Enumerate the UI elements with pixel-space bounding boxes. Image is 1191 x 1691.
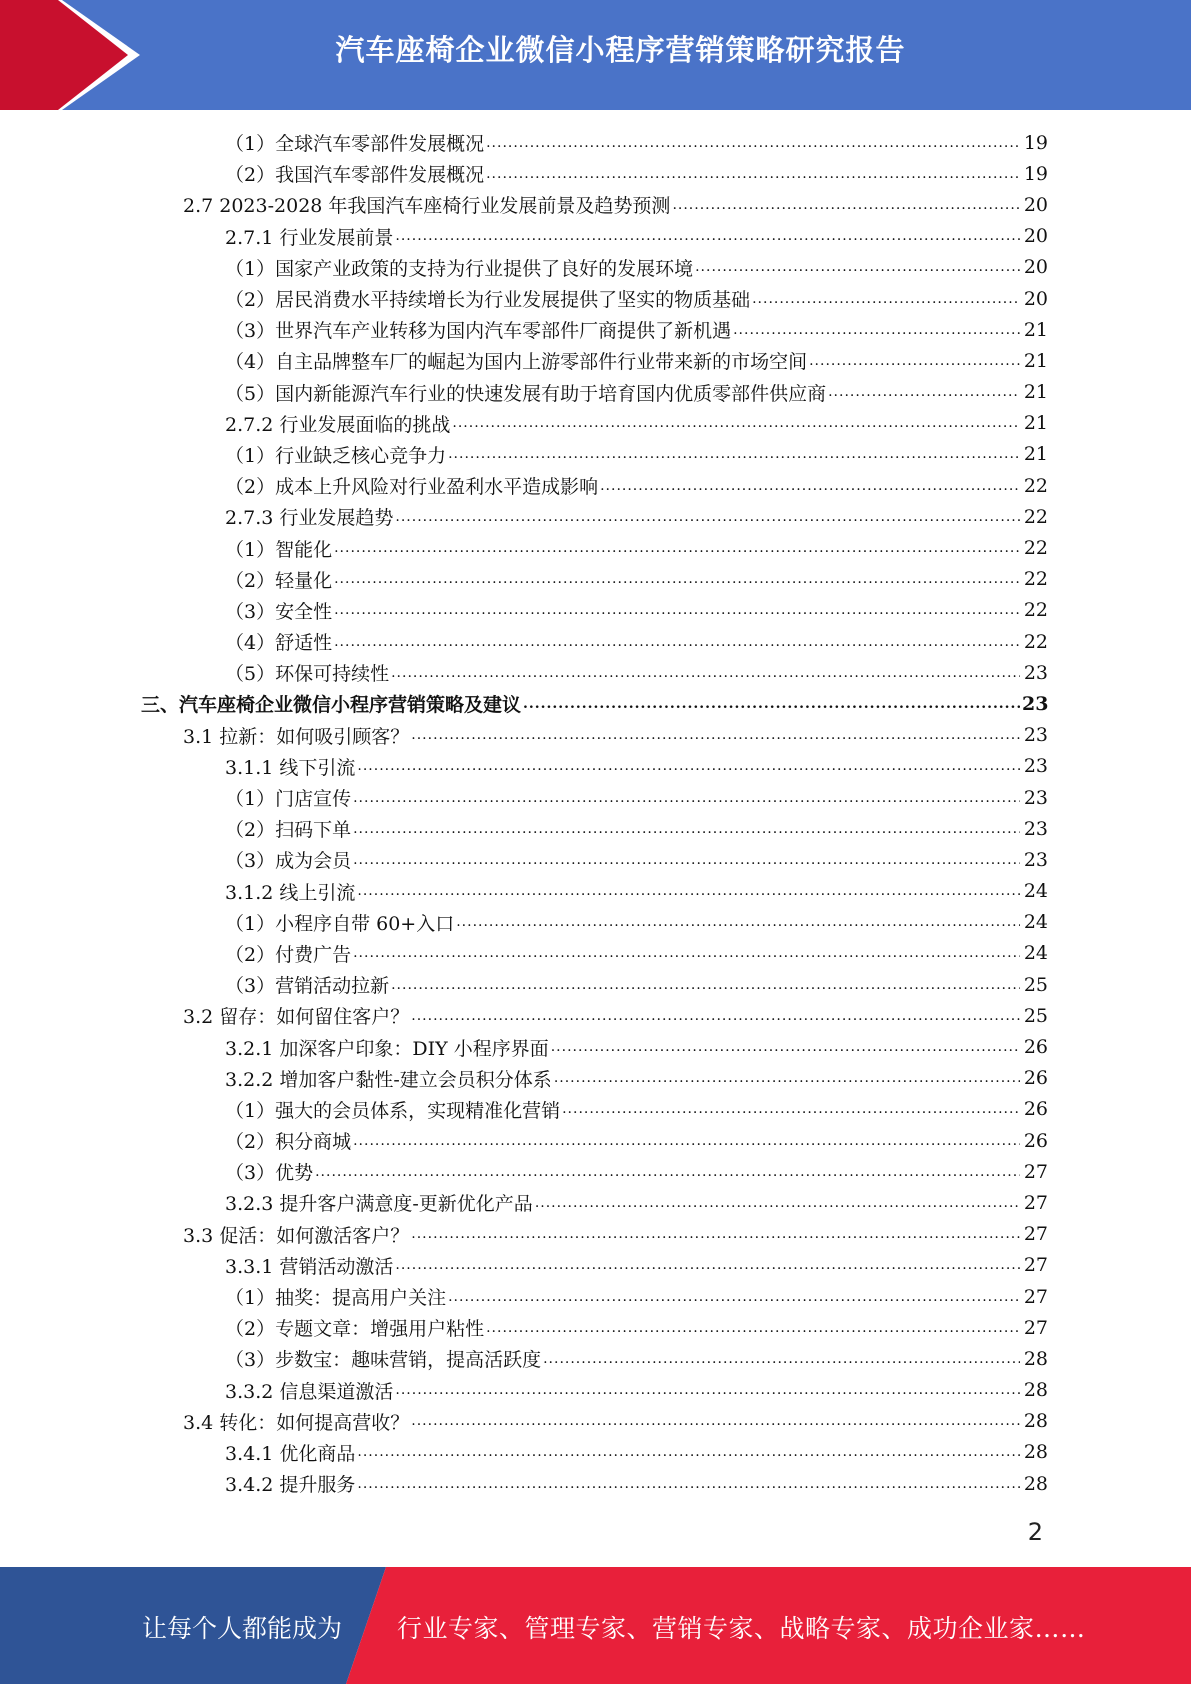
toc-entry-page: 24 bbox=[1023, 942, 1048, 965]
toc-entry-title: （3）安全性 bbox=[225, 600, 333, 623]
toc-entry[interactable] bbox=[0, 1031, 1191, 1062]
toc-entry[interactable] bbox=[0, 1312, 1191, 1343]
toc-entry-page: 22 bbox=[1023, 630, 1048, 653]
toc-entry-page: 22 bbox=[1023, 568, 1048, 591]
toc-entry-page: 28 bbox=[1023, 1472, 1048, 1495]
toc-entry[interactable] bbox=[0, 1437, 1191, 1468]
toc-entry[interactable] bbox=[0, 595, 1191, 626]
toc-entry-title: 3.1 拉新：如何吸引顾客？ bbox=[183, 725, 410, 748]
toc-entry-page: 27 bbox=[1023, 1191, 1048, 1214]
toc-entry-title: （5）环保可持续性 bbox=[225, 663, 390, 686]
toc-dot-leader bbox=[733, 319, 1020, 341]
toc-entry-title: 2.7.3 行业发展趋势 bbox=[225, 507, 394, 530]
toc-dot-leader bbox=[353, 942, 1020, 964]
toc-entry[interactable] bbox=[0, 1375, 1191, 1406]
toc-entry-page: 19 bbox=[1023, 131, 1048, 154]
toc-entry[interactable] bbox=[0, 470, 1191, 501]
toc-dot-leader bbox=[391, 974, 1020, 996]
toc-dot-leader bbox=[828, 381, 1020, 403]
toc-entry-page: 27 bbox=[1023, 1285, 1048, 1308]
toc-entry-page: 26 bbox=[1023, 1129, 1048, 1152]
toc-entry[interactable] bbox=[0, 1094, 1191, 1125]
table-of-contents bbox=[0, 127, 1191, 1499]
toc-dot-leader bbox=[357, 1473, 1020, 1495]
toc-entry[interactable] bbox=[0, 1219, 1191, 1250]
toc-entry-title: 3.2 留存：如何留住客户？ bbox=[183, 1006, 410, 1029]
toc-entry-page: 25 bbox=[1023, 1004, 1048, 1027]
toc-dot-leader bbox=[353, 849, 1020, 871]
page-footer bbox=[0, 1567, 1191, 1684]
toc-dot-leader bbox=[353, 818, 1020, 840]
toc-entry-page: 21 bbox=[1023, 443, 1048, 466]
toc-dot-leader bbox=[543, 1348, 1020, 1370]
toc-entry-title: （5）国内新能源汽车行业的快速发展有助于培育国内优质零部件供应商 bbox=[225, 382, 827, 405]
toc-entry-page: 27 bbox=[1023, 1254, 1048, 1277]
toc-entry-title: 2.7 2023-2028 年我国汽车座椅行业发展前景及趋势预测 bbox=[183, 195, 671, 218]
toc-entry-title: 3.1.1 线下引流 bbox=[225, 756, 356, 779]
toc-entry-page: 23 bbox=[1023, 661, 1048, 684]
toc-dot-leader bbox=[809, 350, 1020, 372]
toc-entry[interactable] bbox=[0, 782, 1191, 813]
toc-entry-title: 3.4 转化：如何提高营收？ bbox=[183, 1411, 410, 1434]
toc-dot-leader bbox=[535, 1192, 1020, 1214]
toc-entry[interactable] bbox=[0, 189, 1191, 220]
toc-dot-leader bbox=[486, 1317, 1020, 1339]
toc-entry[interactable] bbox=[0, 844, 1191, 875]
toc-entry[interactable] bbox=[0, 1468, 1191, 1499]
toc-entry-title: （2）付费广告 bbox=[225, 943, 352, 966]
toc-entry-title: （2）积分商城 bbox=[225, 1131, 352, 1154]
toc-entry[interactable] bbox=[0, 158, 1191, 189]
toc-entry[interactable] bbox=[0, 720, 1191, 751]
toc-entry-title: （2）扫码下单 bbox=[225, 819, 352, 842]
toc-entry-title: （1）国家产业政策的支持为行业提供了良好的发展环境 bbox=[225, 257, 694, 280]
toc-entry-title: 3.2.1 加深客户印象：DIY 小程序界面 bbox=[225, 1037, 549, 1060]
toc-dot-leader bbox=[411, 1410, 1020, 1432]
toc-dot-leader bbox=[562, 1098, 1020, 1120]
toc-entry-title: 三、汽车座椅企业微信小程序营销策略及建议 bbox=[141, 694, 522, 717]
toc-entry-title: （3）优势 bbox=[225, 1162, 314, 1185]
toc-entry-page: 28 bbox=[1023, 1410, 1048, 1433]
toc-entry-title: （2）居民消费水平持续增长为行业发展提供了坚实的物质基础 bbox=[225, 289, 751, 312]
toc-entry-page: 27 bbox=[1023, 1223, 1048, 1246]
toc-entry-page: 21 bbox=[1023, 412, 1048, 435]
toc-entry-title: 3.4.1 优化商品 bbox=[225, 1442, 356, 1465]
toc-entry[interactable] bbox=[0, 969, 1191, 1000]
toc-dot-leader bbox=[411, 724, 1020, 746]
toc-dot-leader bbox=[395, 1254, 1020, 1276]
toc-entry[interactable] bbox=[0, 221, 1191, 252]
toc-entry-page: 23 bbox=[1023, 724, 1048, 747]
toc-entry[interactable] bbox=[0, 283, 1191, 314]
chevron-arrow-icon bbox=[0, 0, 160, 110]
toc-dot-leader bbox=[357, 1441, 1020, 1463]
toc-entry-title: 3.3.1 营销活动激活 bbox=[225, 1255, 394, 1278]
toc-entry-page: 20 bbox=[1023, 287, 1048, 310]
toc-entry-title: 2.7.1 行业发展前景 bbox=[225, 226, 394, 249]
toc-entry-title: （3）步数宝：趣味营销，提高活跃度 bbox=[225, 1349, 542, 1372]
footer-slogan: 让每个人都能成为 bbox=[142, 1614, 343, 1643]
toc-entry-title: （3）成为会员 bbox=[225, 850, 352, 873]
toc-entry-page: 22 bbox=[1023, 599, 1048, 622]
toc-entry-title: 3.2.2 增加客户黏性-建立会员积分体系 bbox=[225, 1068, 552, 1091]
page-number: 2 bbox=[1027, 1518, 1043, 1546]
toc-dot-leader bbox=[411, 1223, 1020, 1245]
toc-entry[interactable] bbox=[0, 408, 1191, 439]
toc-entry[interactable] bbox=[0, 345, 1191, 376]
toc-entry-page: 22 bbox=[1023, 474, 1048, 497]
toc-dot-leader bbox=[357, 880, 1020, 902]
toc-entry[interactable] bbox=[0, 127, 1191, 158]
toc-dot-leader bbox=[554, 1067, 1020, 1089]
toc-entry[interactable] bbox=[0, 1156, 1191, 1187]
toc-dot-leader bbox=[456, 911, 1020, 933]
toc-entry[interactable] bbox=[0, 252, 1191, 283]
toc-entry-page: 23 bbox=[1022, 692, 1049, 715]
toc-dot-leader bbox=[395, 225, 1020, 247]
toc-entry[interactable] bbox=[0, 439, 1191, 470]
toc-entry[interactable] bbox=[0, 1000, 1191, 1031]
toc-entry-page: 19 bbox=[1023, 162, 1048, 185]
toc-entry-title: 3.2.3 提升客户满意度-更新优化产品 bbox=[225, 1193, 533, 1216]
toc-entry-page: 26 bbox=[1023, 1067, 1048, 1090]
toc-dot-leader bbox=[672, 194, 1020, 216]
toc-entry-page: 26 bbox=[1023, 1036, 1048, 1059]
toc-entry-title: 2.7.2 行业发展面临的挑战 bbox=[225, 413, 451, 436]
toc-dot-leader bbox=[551, 1036, 1020, 1058]
toc-entry-page: 23 bbox=[1023, 755, 1048, 778]
toc-entry-title: （2）成本上升风险对行业盈利水平造成影响 bbox=[225, 476, 599, 499]
toc-dot-leader bbox=[334, 568, 1020, 590]
toc-entry[interactable] bbox=[0, 1250, 1191, 1281]
toc-entry-page: 20 bbox=[1023, 256, 1048, 279]
toc-entry[interactable] bbox=[0, 377, 1191, 408]
toc-entry-title: （1）门店宣传 bbox=[225, 788, 352, 811]
toc-dot-leader bbox=[752, 288, 1020, 310]
toc-dot-leader bbox=[395, 1379, 1020, 1401]
toc-entry-page: 22 bbox=[1023, 505, 1048, 528]
toc-entry[interactable] bbox=[0, 813, 1191, 844]
toc-dot-leader bbox=[334, 537, 1020, 559]
toc-entry-title: （4）自主品牌整车厂的崛起为国内上游零部件行业带来新的市场空间 bbox=[225, 351, 808, 374]
toc-entry-page: 28 bbox=[1023, 1441, 1048, 1464]
toc-dot-leader bbox=[395, 506, 1020, 528]
toc-dot-leader bbox=[357, 755, 1020, 777]
toc-entry[interactable] bbox=[0, 1125, 1191, 1156]
toc-entry-page: 28 bbox=[1023, 1379, 1048, 1402]
toc-dot-leader bbox=[334, 599, 1020, 621]
toc-entry-title: 3.3.2 信息渠道激活 bbox=[225, 1380, 394, 1403]
toc-entry[interactable] bbox=[0, 501, 1191, 532]
page-header bbox=[0, 0, 1191, 110]
toc-dot-leader bbox=[523, 693, 1020, 715]
toc-entry-title: （2）我国汽车零部件发展概况 bbox=[225, 164, 485, 187]
toc-entry[interactable] bbox=[0, 1343, 1191, 1374]
report-title: 汽车座椅企业微信小程序营销策略研究报告 bbox=[335, 33, 906, 67]
toc-entry-title: 3.4.2 提升服务 bbox=[225, 1474, 356, 1497]
toc-entry-title: （3）世界汽车产业转移为国内汽车零部件厂商提供了新机遇 bbox=[225, 320, 732, 343]
toc-entry-title: （1）行业缺乏核心竞争力 bbox=[225, 444, 447, 467]
toc-entry-page: 22 bbox=[1023, 537, 1048, 560]
toc-dot-leader bbox=[315, 1161, 1020, 1183]
toc-entry-page: 24 bbox=[1023, 880, 1048, 903]
toc-dot-leader bbox=[452, 412, 1020, 434]
toc-dot-leader bbox=[695, 256, 1020, 278]
toc-entry-title: （2）专题文章：增强用户粘性 bbox=[225, 1318, 485, 1341]
toc-entry-page: 21 bbox=[1023, 318, 1048, 341]
toc-entry-page: 24 bbox=[1023, 911, 1048, 934]
toc-dot-leader bbox=[391, 662, 1020, 684]
toc-entry[interactable] bbox=[0, 657, 1191, 688]
toc-entry[interactable] bbox=[0, 876, 1191, 907]
toc-entry-title: 3.3 促活：如何激活客户？ bbox=[183, 1224, 410, 1247]
toc-entry-page: 23 bbox=[1023, 786, 1048, 809]
toc-entry-page: 23 bbox=[1023, 848, 1048, 871]
toc-entry-page: 20 bbox=[1023, 193, 1048, 216]
toc-entry-title: 3.1.2 线上引流 bbox=[225, 881, 356, 904]
toc-entry[interactable] bbox=[0, 564, 1191, 595]
toc-entry-page: 28 bbox=[1023, 1347, 1048, 1370]
toc-entry-title: （2）轻量化 bbox=[225, 569, 333, 592]
toc-entry-title: （3）营销活动拉新 bbox=[225, 975, 390, 998]
toc-entry-title: （4）舒适性 bbox=[225, 632, 333, 655]
toc-entry[interactable] bbox=[0, 1406, 1191, 1437]
toc-dot-leader bbox=[600, 475, 1020, 497]
toc-entry[interactable] bbox=[0, 314, 1191, 345]
toc-entry-title: （1）智能化 bbox=[225, 538, 333, 561]
toc-dot-leader bbox=[353, 1130, 1020, 1152]
toc-entry[interactable] bbox=[0, 751, 1191, 782]
toc-entry[interactable] bbox=[0, 626, 1191, 657]
toc-entry-page: 27 bbox=[1023, 1316, 1048, 1339]
toc-entry[interactable] bbox=[0, 1187, 1191, 1218]
toc-entry-page: 27 bbox=[1023, 1160, 1048, 1183]
toc-dot-leader bbox=[486, 132, 1020, 154]
toc-dot-leader bbox=[411, 1005, 1020, 1027]
toc-entry-title: （1）强大的会员体系，实现精准化营销 bbox=[225, 1099, 561, 1122]
toc-entry-page: 25 bbox=[1023, 973, 1048, 996]
toc-entry-page: 21 bbox=[1023, 349, 1048, 372]
toc-entry[interactable] bbox=[0, 688, 1191, 719]
toc-entry[interactable] bbox=[0, 938, 1191, 969]
toc-entry[interactable] bbox=[0, 907, 1191, 938]
toc-entry[interactable] bbox=[0, 1281, 1191, 1312]
toc-entry-page: 23 bbox=[1023, 817, 1048, 840]
toc-dot-leader bbox=[486, 163, 1020, 185]
toc-dot-leader bbox=[448, 443, 1020, 465]
toc-dot-leader bbox=[448, 1286, 1020, 1308]
toc-entry[interactable] bbox=[0, 1063, 1191, 1094]
toc-dot-leader bbox=[353, 787, 1020, 809]
footer-roles: 行业专家、管理专家、营销专家、战略专家、成功企业家…… bbox=[397, 1614, 1086, 1643]
toc-entry-page: 20 bbox=[1023, 225, 1048, 248]
toc-entry-page: 21 bbox=[1023, 381, 1048, 404]
toc-dot-leader bbox=[334, 631, 1020, 653]
toc-entry[interactable] bbox=[0, 532, 1191, 563]
toc-entry-title: （1）小程序自带 60+入口 bbox=[225, 912, 455, 935]
toc-entry-page: 26 bbox=[1023, 1098, 1048, 1121]
toc-entry-title: （1）全球汽车零部件发展概况 bbox=[225, 133, 485, 156]
toc-entry-title: （1）抽奖：提高用户关注 bbox=[225, 1287, 447, 1310]
